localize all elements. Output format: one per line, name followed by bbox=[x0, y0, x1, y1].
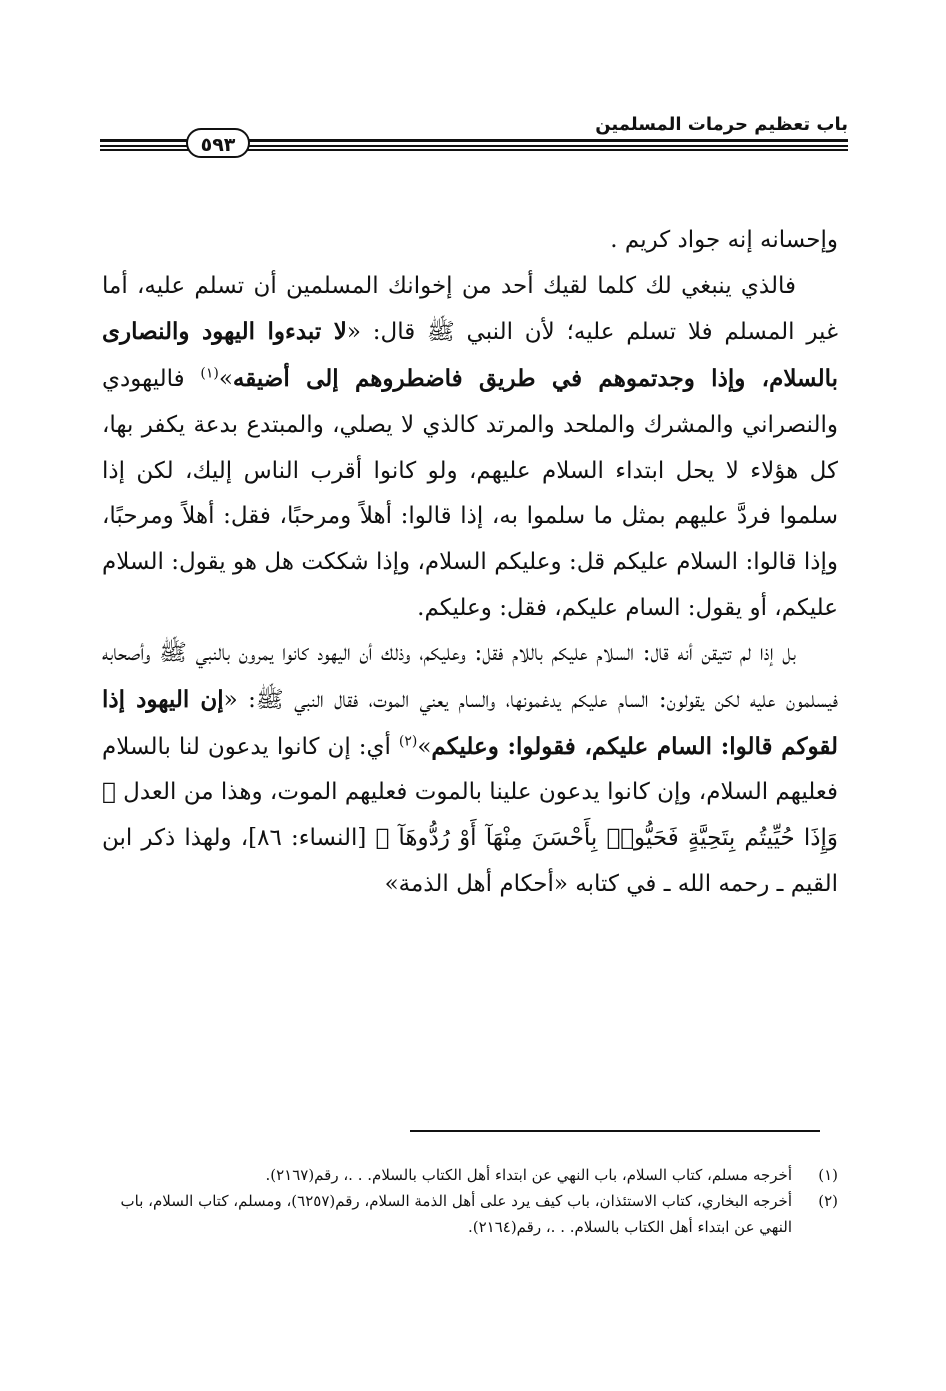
footnote-ref[interactable]: (٢) bbox=[398, 733, 418, 750]
paragraph-text: وإحسانه إنه جواد كريم . bbox=[610, 227, 838, 253]
footnote-number: (١) bbox=[818, 1166, 838, 1184]
paragraph bbox=[102, 264, 838, 632]
page-number: ٥٩٣ bbox=[186, 128, 250, 158]
footnote-ref[interactable]: (١) bbox=[200, 365, 219, 382]
page-header bbox=[100, 112, 848, 158]
paragraph-text: أي: إن كانوا يدعون لنا بالسلام فعليهم السلام، وإن كانوا يدعون علينا بالموت فعليهم الموت، وهذا من العدل ﴿ وَإِذَا حُيِّيتُم بِتَحِيَّةٍ فَحَيُّوا۟ بِأَحْسَنَ مِنْهَآ أَوْ رُدُّوهَآ ﴾ [النساء: ٨٦]، ولهذا ذكر ابن القيم ـ رحمه الله ـ في كتابه «أحكام أهل الذمة» bbox=[102, 733, 838, 897]
footnote bbox=[102, 1162, 838, 1188]
footnote-number: (٢) bbox=[818, 1192, 838, 1210]
quote-close: » bbox=[218, 366, 233, 393]
footnotes bbox=[102, 1162, 838, 1240]
paragraph-text: بل إذا لم تتيقن أنه قال: السلام عليكم باللام فقل: وعليكم، وذلك أن اليهود كانوا يمرون بالنبي ﷺ وأصحابه فيسلمون عليه لكن يقولون: السام عليكم يدغمونها، والسام يعني الموت، فقال النبي ﷺ: « bbox=[102, 640, 838, 714]
paragraph-text: فالذي ينبغي لك كلما لقيك أحد من إخوانك المسلمين أن تسلم عليه، أما غير المسلم فلا تسلم عليه؛ لأن النبي ﷺ قال: « bbox=[102, 272, 838, 346]
footnote bbox=[102, 1188, 838, 1240]
hadith-quote: لا تبدءوا اليهود والنصارى بالسلام، وإذا وجدتموهم في طريق فاضطروهم إلى أضيقه bbox=[102, 318, 838, 393]
main-text bbox=[102, 218, 838, 908]
quote-close: » bbox=[417, 733, 432, 760]
paragraph bbox=[102, 218, 838, 264]
paragraph bbox=[102, 631, 838, 907]
hadith-quote: إن اليهود إذا لقوكم قالوا: السام عليكم، فقولوا: وعليكم bbox=[102, 686, 838, 760]
footnote-text: أخرجه مسلم، كتاب السلام، باب النهي عن ابتداء أهل الكتاب بالسلام. . .، رقم(٢١٦٧). bbox=[265, 1166, 792, 1184]
chapter-title: باب تعظيم حرمات المسلمين bbox=[595, 114, 848, 135]
footnote-text: أخرجه البخاري، كتاب الاستئذان، باب كيف يرد على أهل الذمة السلام، رقم(٦٢٥٧)، ومسلم، كتاب السلام، باب النهي عن ابتداء أهل الكتاب بالسلام. . .، رقم(٢١٦٤). bbox=[120, 1192, 792, 1236]
paragraph-text: فاليهودي والنصراني والمشرك والملحد والمرتد كالذي لا يصلي، والمبتدع بدعة يكفر بها، كل هؤلاء لا يحل ابتداء السلام عليهم، ولو كانوا أقرب الناس إليك، لكن إذا سلموا فردَّ عليهم بمثل ما سلموا به، إذا قالوا: أهلاً ومرحبًا، فقل: أهلاً ومرحبًا، وإذا قالوا: السلام عليكم قل: وعليكم السلام، وإذا شككت هل هو يقول: السلام عليكم، أو يقول: السام عليكم، فقل: وعليكم. bbox=[102, 366, 838, 621]
footnote-divider bbox=[410, 1130, 820, 1132]
